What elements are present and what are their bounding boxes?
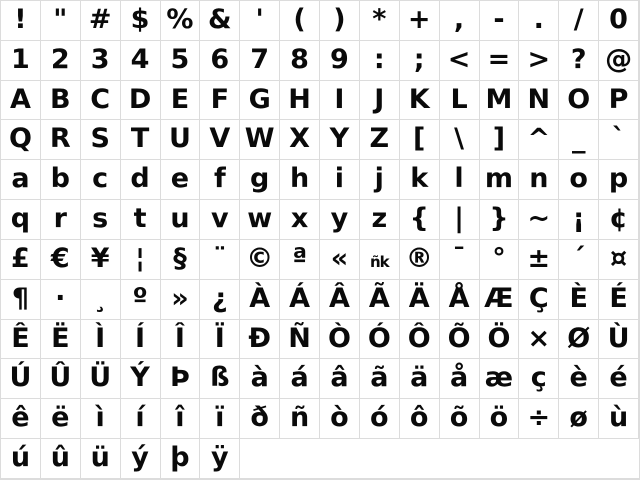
glyph-cell-r3c7: G — [240, 81, 280, 121]
glyph-cell-r3c9: I — [320, 81, 360, 121]
glyph-cell-r11c10: ó — [360, 399, 400, 439]
glyph-cell-r12c12 — [440, 439, 480, 479]
glyph-cell-r11c15: ø — [559, 399, 599, 439]
glyph-cell-r3c10: J — [360, 81, 400, 121]
glyph-cell-r1c3: # — [81, 1, 121, 41]
glyph-cell-r3c12: L — [440, 81, 480, 121]
glyph-cell-r2c3: 3 — [81, 41, 121, 81]
glyph-cell-r3c13: M — [480, 81, 520, 121]
glyph-cell-r6c14: ~ — [519, 200, 559, 240]
glyph-cell-r2c14: > — [519, 41, 559, 81]
glyph-cell-r10c8: á — [280, 359, 320, 399]
glyph-cell-r5c8: h — [280, 160, 320, 200]
glyph-cell-r2c15: ? — [559, 41, 599, 81]
glyph-cell-r7c8: ª — [280, 240, 320, 280]
glyph-cell-r8c2: · — [41, 280, 81, 320]
glyph-cell-r10c2: Û — [41, 359, 81, 399]
glyph-cell-r2c5: 5 — [161, 41, 201, 81]
glyph-cell-r4c9: Y — [320, 120, 360, 160]
glyph-cell-r4c2: R — [41, 120, 81, 160]
glyph-cell-r6c7: w — [240, 200, 280, 240]
glyph-cell-r7c10: ñk — [360, 240, 400, 280]
glyph-cell-r12c16 — [599, 439, 639, 479]
glyph-cell-r12c5: þ — [161, 439, 201, 479]
glyph-cell-r4c5: U — [161, 120, 201, 160]
glyph-cell-r1c9: ) — [320, 1, 360, 41]
glyph-cell-r9c11: Ô — [400, 320, 440, 360]
glyph-cell-r3c1: A — [1, 81, 41, 121]
glyph-cell-r10c6: ß — [200, 359, 240, 399]
glyph-cell-r6c4: t — [121, 200, 161, 240]
glyph-cell-r11c11: ô — [400, 399, 440, 439]
glyph-cell-r10c4: Ý — [121, 359, 161, 399]
glyph-cell-r1c11: + — [400, 1, 440, 41]
glyph-cell-r5c10: j — [360, 160, 400, 200]
glyph-cell-r10c15: è — [559, 359, 599, 399]
glyph-cell-r11c16: ù — [599, 399, 639, 439]
glyph-cell-r8c15: È — [559, 280, 599, 320]
glyph-cell-r10c11: ä — [400, 359, 440, 399]
glyph-cell-r11c1: ê — [1, 399, 41, 439]
glyph-cell-r11c7: ð — [240, 399, 280, 439]
glyph-cell-r8c8: Á — [280, 280, 320, 320]
glyph-cell-r2c10: : — [360, 41, 400, 81]
glyph-cell-r6c13: } — [480, 200, 520, 240]
glyph-cell-r2c13: = — [480, 41, 520, 81]
glyph-cell-r4c8: X — [280, 120, 320, 160]
glyph-cell-r5c9: i — [320, 160, 360, 200]
glyph-cell-r1c16: 0 — [599, 1, 639, 41]
glyph-cell-r4c16: ` — [599, 120, 639, 160]
glyph-cell-r6c10: z — [360, 200, 400, 240]
glyph-cell-r3c2: B — [41, 81, 81, 121]
glyph-cell-r5c14: n — [519, 160, 559, 200]
glyph-cell-r9c14: × — [519, 320, 559, 360]
glyph-cell-r12c11 — [400, 439, 440, 479]
glyph-cell-r4c6: V — [200, 120, 240, 160]
glyph-cell-r12c4: ý — [121, 439, 161, 479]
glyph-cell-r8c9: Â — [320, 280, 360, 320]
glyph-cell-r3c15: O — [559, 81, 599, 121]
glyph-cell-r12c2: û — [41, 439, 81, 479]
glyph-cell-r4c1: Q — [1, 120, 41, 160]
glyph-cell-r11c3: ì — [81, 399, 121, 439]
glyph-cell-r5c15: o — [559, 160, 599, 200]
glyph-cell-r4c10: Z — [360, 120, 400, 160]
glyph-cell-r4c15: _ — [559, 120, 599, 160]
glyph-cell-r10c13: æ — [480, 359, 520, 399]
glyph-cell-r8c3: ¸ — [81, 280, 121, 320]
glyph-cell-r11c2: ë — [41, 399, 81, 439]
glyph-cell-r7c7: © — [240, 240, 280, 280]
glyph-cell-r10c1: Ú — [1, 359, 41, 399]
glyph-cell-r10c5: Þ — [161, 359, 201, 399]
glyph-cell-r1c6: & — [200, 1, 240, 41]
glyph-cell-r12c14 — [519, 439, 559, 479]
glyph-cell-r10c7: à — [240, 359, 280, 399]
glyph-cell-r6c8: x — [280, 200, 320, 240]
glyph-cell-r10c10: ã — [360, 359, 400, 399]
glyph-cell-r8c16: É — [599, 280, 639, 320]
glyph-cell-r6c12: | — [440, 200, 480, 240]
glyph-cell-r1c14: . — [519, 1, 559, 41]
glyph-cell-r6c11: { — [400, 200, 440, 240]
glyph-cell-r5c1: a — [1, 160, 41, 200]
glyph-cell-r7c16: ¤ — [599, 240, 639, 280]
glyph-cell-r12c13 — [480, 439, 520, 479]
glyph-cell-r12c8 — [280, 439, 320, 479]
glyph-cell-r12c1: ú — [1, 439, 41, 479]
glyph-cell-r11c13: ö — [480, 399, 520, 439]
glyph-cell-r2c2: 2 — [41, 41, 81, 81]
glyph-cell-r1c1: ! — [1, 1, 41, 41]
glyph-cell-r3c6: F — [200, 81, 240, 121]
glyph-cell-r4c11: [ — [400, 120, 440, 160]
glyph-cell-r4c13: ] — [480, 120, 520, 160]
glyph-cell-r9c2: Ë — [41, 320, 81, 360]
glyph-cell-r7c9: « — [320, 240, 360, 280]
glyph-cell-r11c6: ï — [200, 399, 240, 439]
glyph-cell-r8c7: À — [240, 280, 280, 320]
glyph-cell-r5c3: c — [81, 160, 121, 200]
glyph-cell-r2c4: 4 — [121, 41, 161, 81]
glyph-cell-r2c12: < — [440, 41, 480, 81]
glyph-cell-r7c5: § — [161, 240, 201, 280]
glyph-cell-r1c13: - — [480, 1, 520, 41]
glyph-cell-r4c4: T — [121, 120, 161, 160]
glyph-cell-r9c16: Ù — [599, 320, 639, 360]
glyph-cell-r9c3: Ì — [81, 320, 121, 360]
glyph-cell-r7c6: ¨ — [200, 240, 240, 280]
glyph-cell-r6c15: ¡ — [559, 200, 599, 240]
glyph-cell-r3c5: E — [161, 81, 201, 121]
glyph-cell-r6c16: ¢ — [599, 200, 639, 240]
glyph-cell-r3c3: C — [81, 81, 121, 121]
glyph-cell-r12c3: ü — [81, 439, 121, 479]
glyph-cell-r12c7 — [240, 439, 280, 479]
glyph-cell-r5c13: m — [480, 160, 520, 200]
glyph-cell-r11c8: ñ — [280, 399, 320, 439]
glyph-cell-r3c11: K — [400, 81, 440, 121]
glyph-cell-r5c7: g — [240, 160, 280, 200]
glyph-cell-r8c4: º — [121, 280, 161, 320]
glyph-cell-r1c10: * — [360, 1, 400, 41]
glyph-cell-r12c6: ÿ — [200, 439, 240, 479]
glyph-cell-r4c14: ^ — [519, 120, 559, 160]
glyph-cell-r5c6: f — [200, 160, 240, 200]
glyph-cell-r7c2: € — [41, 240, 81, 280]
glyph-cell-r9c15: Ø — [559, 320, 599, 360]
glyph-cell-r6c6: v — [200, 200, 240, 240]
glyph-cell-r11c4: í — [121, 399, 161, 439]
glyph-cell-r9c5: Î — [161, 320, 201, 360]
glyph-cell-r5c2: b — [41, 160, 81, 200]
glyph-cell-r12c10 — [360, 439, 400, 479]
glyph-cell-r3c16: P — [599, 81, 639, 121]
glyph-cell-r8c14: Ç — [519, 280, 559, 320]
glyph-cell-r2c7: 7 — [240, 41, 280, 81]
glyph-cell-r7c15: ´ — [559, 240, 599, 280]
glyph-cell-r5c11: k — [400, 160, 440, 200]
glyph-cell-r6c1: q — [1, 200, 41, 240]
glyph-cell-r1c7: ' — [240, 1, 280, 41]
glyph-cell-r10c12: å — [440, 359, 480, 399]
glyph-cell-r2c1: 1 — [1, 41, 41, 81]
glyph-cell-r6c3: s — [81, 200, 121, 240]
glyph-cell-r3c8: H — [280, 81, 320, 121]
glyph-cell-r9c8: Ñ — [280, 320, 320, 360]
glyph-cell-r8c6: ¿ — [200, 280, 240, 320]
glyph-cell-r11c12: õ — [440, 399, 480, 439]
glyph-cell-r9c4: Í — [121, 320, 161, 360]
glyph-cell-r7c11: ® — [400, 240, 440, 280]
glyph-cell-r9c13: Ö — [480, 320, 520, 360]
glyph-cell-r9c6: Ï — [200, 320, 240, 360]
glyph-cell-r10c3: Ü — [81, 359, 121, 399]
glyph-cell-r9c1: Ê — [1, 320, 41, 360]
glyph-cell-r2c6: 6 — [200, 41, 240, 81]
glyph-cell-r2c8: 8 — [280, 41, 320, 81]
glyph-cell-r1c8: ( — [280, 1, 320, 41]
glyph-cell-r7c14: ± — [519, 240, 559, 280]
glyph-cell-r3c4: D — [121, 81, 161, 121]
glyph-cell-r2c9: 9 — [320, 41, 360, 81]
glyph-cell-r6c5: u — [161, 200, 201, 240]
glyph-cell-r4c3: S — [81, 120, 121, 160]
glyph-cell-r11c14: ÷ — [519, 399, 559, 439]
glyph-cell-r5c5: e — [161, 160, 201, 200]
glyph-cell-r7c1: £ — [1, 240, 41, 280]
glyph-cell-r7c4: ¦ — [121, 240, 161, 280]
glyph-cell-r12c15 — [559, 439, 599, 479]
glyph-cell-r8c10: Ã — [360, 280, 400, 320]
glyph-cell-r10c9: â — [320, 359, 360, 399]
glyph-cell-r2c16: @ — [599, 41, 639, 81]
glyph-cell-r8c5: » — [161, 280, 201, 320]
glyph-cell-r9c12: Õ — [440, 320, 480, 360]
glyph-cell-r1c4: $ — [121, 1, 161, 41]
glyph-cell-r9c7: Ð — [240, 320, 280, 360]
glyph-cell-r8c12: Å — [440, 280, 480, 320]
glyph-cell-r12c9 — [320, 439, 360, 479]
glyph-cell-r3c14: N — [519, 81, 559, 121]
glyph-cell-r9c9: Ò — [320, 320, 360, 360]
glyph-cell-r9c10: Ó — [360, 320, 400, 360]
glyph-cell-r1c12: , — [440, 1, 480, 41]
glyph-cell-r10c16: é — [599, 359, 639, 399]
glyph-cell-r5c12: l — [440, 160, 480, 200]
glyph-cell-r1c15: / — [559, 1, 599, 41]
glyph-cell-r5c4: d — [121, 160, 161, 200]
glyph-cell-r8c11: Ä — [400, 280, 440, 320]
glyph-cell-r8c1: ¶ — [1, 280, 41, 320]
glyph-cell-r11c5: î — [161, 399, 201, 439]
glyph-cell-r4c12: \ — [440, 120, 480, 160]
glyph-cell-r5c16: p — [599, 160, 639, 200]
glyph-cell-r10c14: ç — [519, 359, 559, 399]
glyph-cell-r1c2: " — [41, 1, 81, 41]
glyph-cell-r11c9: ò — [320, 399, 360, 439]
glyph-cell-r7c3: ¥ — [81, 240, 121, 280]
glyph-cell-r7c13: ° — [480, 240, 520, 280]
glyph-cell-r6c9: y — [320, 200, 360, 240]
glyph-cell-r2c11: ; — [400, 41, 440, 81]
glyph-cell-r7c12: ¯ — [440, 240, 480, 280]
glyph-cell-r1c5: % — [161, 1, 201, 41]
glyph-cell-r4c7: W — [240, 120, 280, 160]
glyph-cell-r6c2: r — [41, 200, 81, 240]
glyph-cell-r8c13: Æ — [480, 280, 520, 320]
